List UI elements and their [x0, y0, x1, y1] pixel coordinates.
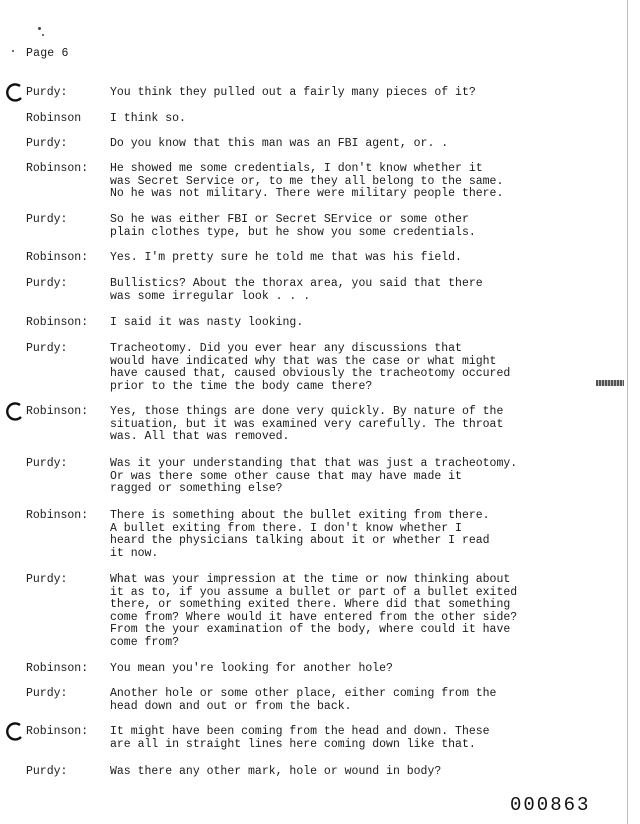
speaker-label: Purdy:	[26, 277, 68, 290]
binder-hole-mark	[4, 401, 26, 423]
speaker-label: Purdy:	[26, 86, 68, 99]
speech-text: Another hole or some other place, either coming from the head down and out or from the back.	[110, 687, 497, 713]
speaker-label: Robinson	[26, 112, 82, 125]
speaker-label: Purdy:	[26, 213, 68, 226]
speech-text: So he was either FBI or Secret SErvice or some other plain clothes type, but he show you some credentials.	[110, 213, 476, 239]
speech-text: Was there any other mark, hole or wound in body?	[110, 765, 442, 778]
speech-text: Was it your understanding that that was just a tracheotomy. Or was there some other cause that may have made it ragged or something else?	[110, 457, 518, 496]
speaker-label: Purdy:	[26, 137, 68, 150]
page-edge-line	[627, 0, 628, 824]
speaker-label: Purdy:	[26, 342, 68, 355]
speech-text: It might have been coming from the head and down. These are all in straight lines here coming down like that.	[110, 725, 490, 751]
speaker-label: Robinson:	[26, 251, 89, 264]
speech-text: Yes. I'm pretty sure he told me that was his field.	[110, 251, 462, 264]
speech-text: What was your impression at the time or now thinking about it as to, if you assume a bullet or part of a bullet exited there, or something exited there. Where did that something come from? Where would it have entered from the other side? From the your examination of the body, where could it have come from?	[110, 573, 518, 649]
speech-text: There is something about the bullet exiting from there. A bullet exiting from there. I don't know whether I heard the physicians talking about it or whether I read it now.	[110, 509, 490, 560]
scan-speck	[42, 34, 44, 36]
page-label: Page 6	[26, 47, 69, 60]
speaker-label: Purdy:	[26, 765, 68, 778]
binder-hole-mark	[4, 82, 26, 104]
speech-text: Yes, those things are done very quickly. By nature of the situation, but it was examined very carefully. The throat was. All that was removed.	[110, 405, 504, 444]
speaker-label: Robinson:	[26, 509, 89, 522]
binder-hole-mark	[4, 721, 26, 743]
scan-speck	[38, 27, 41, 30]
speaker-label: Robinson:	[26, 405, 89, 418]
speaker-label: Robinson:	[26, 162, 89, 175]
speech-text: Tracheotomy. Did you ever hear any discussions that would have indicated why that was the case or what might have caused that, caused obviously the tracheotomy occured prior to the time the body came there?	[110, 342, 511, 393]
speaker-label: Robinson:	[26, 662, 89, 675]
speech-text: I think so.	[110, 112, 186, 125]
speech-text: I said it was nasty looking.	[110, 316, 304, 329]
speech-text: You think they pulled out a fairly many pieces of it?	[110, 86, 476, 99]
speaker-label: Purdy:	[26, 573, 68, 586]
speech-text: You mean you're looking for another hole?	[110, 662, 393, 675]
speaker-label: Robinson:	[26, 725, 89, 738]
speaker-label: Purdy:	[26, 457, 68, 470]
scan-speck	[12, 50, 14, 52]
scan-edge-mark	[596, 380, 624, 386]
speaker-label: Purdy:	[26, 687, 68, 700]
speech-text: He showed me some credentials, I don't know whether it was Secret Service or, to me they all belong to the same. No he was not military. There were military people there.	[110, 162, 504, 201]
document-number: 000863	[510, 794, 591, 816]
speech-text: Do you know that this man was an FBI agent, or. .	[110, 137, 449, 150]
speaker-label: Robinson:	[26, 316, 89, 329]
speech-text: Bullistics? About the thorax area, you said that there was some irregular look . . .	[110, 277, 483, 303]
